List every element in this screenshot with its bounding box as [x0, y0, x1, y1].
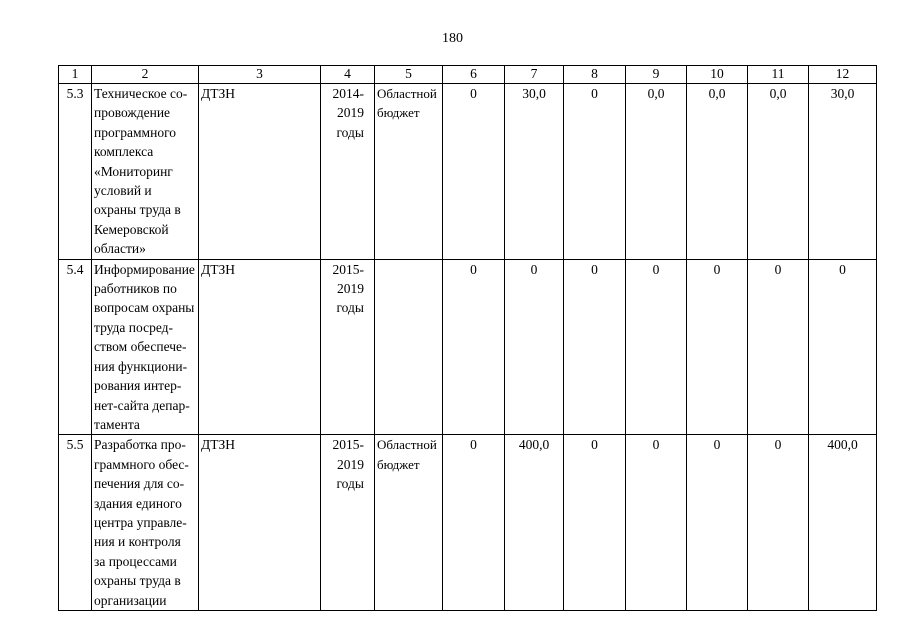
value-col-12: 0	[809, 259, 877, 435]
activity-name: Разработка про- граммного обес- печения для со- здания единого центра управле- ния и контроля за процессами охраны труда в организации	[92, 435, 199, 611]
funding-source: Областной бюджет	[375, 84, 443, 260]
value-col-6: 0	[443, 259, 505, 435]
executor: ДТЗН	[199, 259, 321, 435]
value-col-6: 0	[443, 84, 505, 260]
row-number: 5.3	[59, 84, 92, 260]
column-number-11: 11	[748, 66, 809, 84]
value-col-10: 0,0	[687, 84, 748, 260]
value-col-11: 0	[748, 259, 809, 435]
column-number-4: 4	[321, 66, 375, 84]
activity-name: Техническое со- провождение программного комплекса «Мониторинг условий и охраны труда в Кемеровской области»	[92, 84, 199, 260]
table-header-row	[59, 66, 877, 84]
activity-name: Информирование работников по вопросам охраны труда посред- ством обеспече- ния функциони- рования интер- нет-сайта депар- тамента	[92, 259, 199, 435]
value-col-9: 0	[626, 259, 687, 435]
column-number-6: 6	[443, 66, 505, 84]
value-col-8: 0	[564, 435, 626, 611]
executor: ДТЗН	[199, 84, 321, 260]
table-row	[59, 259, 877, 435]
period: 2014- 2019 годы	[321, 84, 375, 260]
value-col-12: 400,0	[809, 435, 877, 611]
value-col-6: 0	[443, 435, 505, 611]
column-number-2: 2	[92, 66, 199, 84]
executor: ДТЗН	[199, 435, 321, 611]
column-number-5: 5	[375, 66, 443, 84]
column-number-3: 3	[199, 66, 321, 84]
period: 2015- 2019 годы	[321, 435, 375, 611]
funding-source: Областной бюджет	[375, 435, 443, 611]
value-col-8: 0	[564, 84, 626, 260]
value-col-9: 0	[626, 435, 687, 611]
value-col-7: 0	[505, 259, 564, 435]
value-col-10: 0	[687, 435, 748, 611]
table-row	[59, 84, 877, 260]
funding-source	[375, 259, 443, 435]
column-number-12: 12	[809, 66, 877, 84]
value-col-12: 30,0	[809, 84, 877, 260]
column-number-8: 8	[564, 66, 626, 84]
row-number: 5.4	[59, 259, 92, 435]
period: 2015- 2019 годы	[321, 259, 375, 435]
value-col-11: 0	[748, 435, 809, 611]
column-number-1: 1	[59, 66, 92, 84]
column-number-9: 9	[626, 66, 687, 84]
column-number-7: 7	[505, 66, 564, 84]
value-col-7: 400,0	[505, 435, 564, 611]
program-activities-table	[58, 65, 877, 611]
value-col-7: 30,0	[505, 84, 564, 260]
value-col-11: 0,0	[748, 84, 809, 260]
row-number: 5.5	[59, 435, 92, 611]
column-number-10: 10	[687, 66, 748, 84]
page-number: 180	[442, 31, 463, 46]
value-col-10: 0	[687, 259, 748, 435]
value-col-8: 0	[564, 259, 626, 435]
table-row	[59, 435, 877, 611]
value-col-9: 0,0	[626, 84, 687, 260]
